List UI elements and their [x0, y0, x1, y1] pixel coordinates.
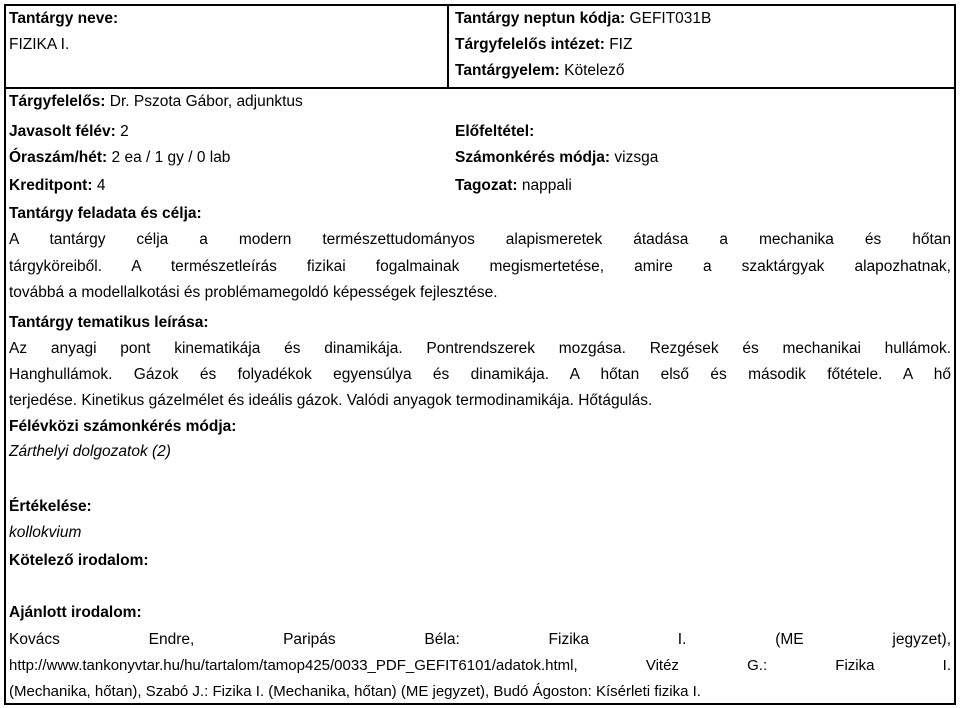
hours-label: Óraszám/hét: — [9, 149, 108, 166]
institute-row — [455, 36, 632, 54]
recommended-literature-line-2: http://www.tankonyvtar.hu/hu/tartalom/tamop425/0033_PDF_GEFIT6101/adatok.html, Vitéz G.: Fizika I. — [9, 657, 951, 674]
goal-line-3: továbbá a modellalkotási és problémamegoldó képességek fejlesztése. — [9, 284, 498, 301]
credit-row — [9, 177, 105, 195]
responsible-value: Dr. Pszota Gábor, adjunktus — [109, 93, 303, 110]
section-row — [455, 177, 572, 195]
recommended-literature-label: Ajánlott irodalom: — [9, 604, 142, 621]
topics-line-2: Hanghullámok. Gázok és folyadékok egyensúlya és dinamikája. A hőtan első és második főtétele. A hő — [9, 366, 951, 383]
evaluation-value: kollokvium — [9, 524, 82, 541]
goal-line-2: tárgyköreiből. A természetleírás fizikai fogalmainak megismertetése, amire a szaktárgyak alapozhatnak, — [9, 258, 951, 275]
exam-type-value: vizsga — [614, 149, 659, 166]
hours-value: 2 ea / 1 gy / 0 lab — [111, 149, 231, 166]
goal-label: Tantárgy feladata és célja: — [9, 205, 202, 222]
semester-row — [9, 123, 129, 141]
exam-type-label: Számonkérés módja: — [455, 149, 611, 166]
responsible-label: Tárgyfelelős: — [9, 93, 106, 110]
recommended-literature-line-1: Kovács Endre, Paripás Béla: Fizika I. (ME jegyzet), — [9, 631, 951, 648]
responsible-row — [9, 93, 303, 111]
course-name-label: Tantárgy neve: — [9, 10, 119, 27]
course-name-value: FIZIKA I. — [9, 36, 70, 53]
credit-label: Kreditpont: — [9, 177, 93, 194]
credit-value: 4 — [96, 177, 106, 194]
section-label: Tagozat: — [455, 177, 518, 194]
required-literature-label: Kötelező irodalom: — [9, 552, 149, 569]
midterm-label: Félévközi számonkérés módja: — [9, 418, 237, 435]
semester-value: 2 — [120, 123, 129, 140]
institute-label: Tárgyfelelős intézet: — [455, 36, 605, 53]
prerequisite-label: Előfeltétel: — [455, 123, 535, 140]
neptun-code-value: GEFIT031B — [629, 10, 712, 27]
goal-line-1: A tantárgy célja a modern természettudományos alapismeretek átadása a mechanika és hőtan — [9, 231, 951, 248]
exam-type-row — [455, 149, 658, 167]
recommended-literature-line-3: (Mechanika, hőtan), Szabó J.: Fizika I. (Mechanika, hőtan) (ME jegyzet), Budó Ágoston: Kísérleti fizika I. — [9, 683, 701, 700]
topics-label: Tantárgy tematikus leírása: — [9, 314, 209, 331]
neptun-code-label: Tantárgy neptun kódja: — [455, 10, 626, 27]
course-element-row — [455, 62, 624, 80]
topics-line-3: terjedése. Kinetikus gázelmélet és ideális gázok. Valódi anyagok termodinamikája. Hőtágulás. — [9, 392, 653, 409]
header-divider-vertical — [447, 4, 449, 88]
neptun-code-row — [455, 10, 711, 28]
semester-label: Javasolt félév: — [9, 123, 116, 140]
header-divider-horizontal — [4, 87, 956, 89]
border-top — [4, 4, 956, 6]
course-element-label: Tantárgyelem: — [455, 62, 560, 79]
course-element-value: Kötelező — [564, 62, 625, 79]
midterm-value: Zárthelyi dolgozatok (2) — [9, 443, 171, 460]
topics-line-1: Az anyagi pont kinematikája és dinamikája. Pontrendszerek mozgása. Rezgések és mechanikai hullámok. — [9, 340, 951, 357]
border-right — [954, 4, 956, 705]
border-bottom — [4, 703, 956, 705]
border-left — [4, 4, 6, 705]
section-value: nappali — [521, 177, 572, 194]
institute-value: FIZ — [609, 36, 633, 53]
evaluation-label: Értékelése: — [9, 498, 92, 515]
hours-row — [9, 149, 230, 167]
